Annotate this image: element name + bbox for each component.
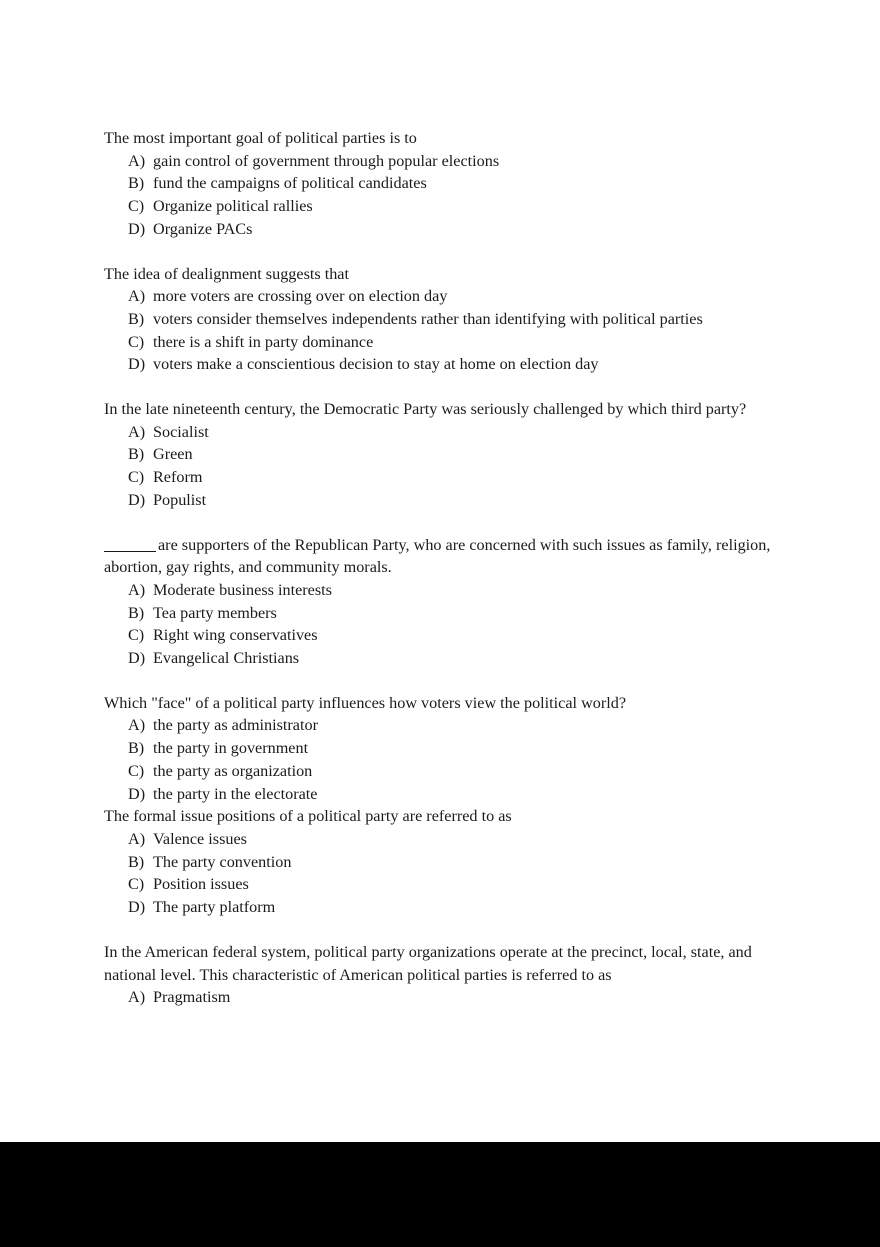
answer-option-label: D) (128, 898, 146, 917)
answer-option-label: C) (128, 761, 145, 780)
answer-option-text: fund the campaigns of political candidates (153, 174, 427, 193)
answer-option-label: D) (128, 355, 146, 374)
answer-options (104, 285, 772, 376)
answer-option[interactable] (104, 331, 772, 354)
question-stem: The formal issue positions of a political party are referred to as (104, 807, 512, 826)
answer-option[interactable] (104, 851, 772, 874)
answer-option-label: A) (128, 151, 146, 170)
answer-option-text: Pragmatism (153, 988, 231, 1007)
answer-option[interactable] (104, 873, 772, 896)
answer-options (104, 150, 772, 241)
answer-option-text: The party platform (153, 898, 276, 917)
answer-option-text: Green (153, 445, 193, 464)
answer-option-label: B) (128, 174, 145, 193)
answer-option[interactable] (104, 714, 772, 737)
answer-options (104, 579, 772, 670)
answer-option-text: the party as administrator (153, 716, 318, 735)
question-block (104, 263, 772, 377)
answer-option-label: A) (128, 829, 146, 848)
question-block (104, 127, 772, 241)
answer-option[interactable] (104, 172, 772, 195)
question-list (104, 127, 772, 1031)
answer-option[interactable] (104, 218, 772, 241)
answer-options (104, 714, 772, 805)
answer-option[interactable] (104, 443, 772, 466)
answer-option-label: B) (128, 739, 145, 758)
answer-option-label: C) (128, 875, 145, 894)
page-bottom-black-band (0, 1142, 880, 1247)
question-stem: The most important goal of political parties is to (104, 129, 417, 147)
answer-option[interactable] (104, 828, 772, 851)
answer-option-text: Moderate business interests (153, 580, 332, 599)
answer-option-label: A) (128, 287, 146, 306)
answer-option[interactable] (104, 624, 772, 647)
answer-option-label: D) (128, 784, 146, 803)
answer-option-label: D) (128, 649, 146, 668)
answer-option[interactable] (104, 308, 772, 331)
answer-option-label: B) (128, 445, 145, 464)
question-block (104, 805, 772, 919)
answer-option-label: A) (128, 422, 146, 441)
answer-option-text: Socialist (153, 422, 209, 441)
answer-options (104, 828, 772, 919)
fill-in-blank (104, 551, 156, 552)
answer-option[interactable] (104, 489, 772, 512)
answer-option-text: Organize political rallies (153, 197, 313, 216)
answer-option[interactable] (104, 285, 772, 308)
answer-option[interactable] (104, 353, 772, 376)
question-stem: In the late nineteenth century, the Democratic Party was seriously challenged by which third party? (104, 400, 747, 419)
answer-option-label: C) (128, 468, 145, 487)
answer-option[interactable] (104, 150, 772, 173)
question-stem (104, 534, 772, 579)
answer-option-text: Valence issues (153, 829, 247, 848)
answer-options (104, 421, 772, 512)
answer-option-text: there is a shift in party dominance (153, 332, 374, 351)
answer-option[interactable] (104, 896, 772, 919)
answer-option-text: Populist (153, 490, 207, 509)
question-block (104, 534, 772, 670)
answer-option-text: Right wing conservatives (153, 626, 318, 645)
answer-option-text: more voters are crossing over on election day (153, 287, 448, 306)
answer-option-label: A) (128, 580, 146, 599)
answer-option-text: Organize PACs (153, 219, 253, 238)
question-stem: The idea of dealignment suggests that (104, 264, 349, 283)
answer-option[interactable] (104, 783, 772, 806)
answer-option-text: voters make a conscientious decision to stay at home on election day (153, 355, 599, 374)
question-block (104, 941, 772, 1009)
answer-option[interactable] (104, 466, 772, 489)
answer-option[interactable] (104, 760, 772, 783)
question-block (104, 692, 772, 806)
answer-option[interactable] (104, 579, 772, 602)
answer-option-label: C) (128, 626, 145, 645)
answer-option-text: Evangelical Christians (153, 649, 300, 668)
answer-option[interactable] (104, 737, 772, 760)
answer-option[interactable] (104, 647, 772, 670)
answer-option-label: A) (128, 988, 146, 1007)
answer-option-label: C) (128, 332, 145, 351)
answer-option-label: D) (128, 490, 146, 509)
answer-option-text: the party in the electorate (153, 784, 318, 803)
answer-option-text: The party convention (153, 852, 292, 871)
answer-option-text: Position issues (153, 875, 249, 894)
answer-option-label: B) (128, 852, 145, 871)
answer-option[interactable] (104, 421, 772, 444)
question-stem: Which "face" of a political party influences how voters view the political world? (104, 693, 627, 712)
answer-option-text: voters consider themselves independents rather than identifying with political parties (153, 309, 703, 328)
answer-option-text: Reform (153, 468, 203, 487)
answer-option-text: the party as organization (153, 761, 313, 780)
answer-option-text: the party in government (153, 739, 309, 758)
answer-option-label: B) (128, 603, 145, 622)
question-block (104, 398, 772, 512)
question-stem: In the American federal system, political party organizations operate at the precinct, local, state, and national level. This characteristic of American political parties is referred to as (104, 942, 752, 984)
question-stem-text: are supporters of the Republican Party, who are concerned with such issues as family, religion, abortion, gay rights, and community morals. (104, 535, 771, 577)
answer-option-label: C) (128, 197, 145, 216)
answer-option[interactable] (104, 195, 772, 218)
answer-option[interactable] (104, 986, 772, 1009)
answer-option[interactable] (104, 602, 772, 625)
answer-options (104, 986, 772, 1009)
answer-option-label: D) (128, 219, 146, 238)
answer-option-label: A) (128, 716, 146, 735)
answer-option-label: B) (128, 309, 145, 328)
answer-option-text: Tea party members (153, 603, 277, 622)
answer-option-text: gain control of government through popular elections (153, 151, 500, 170)
